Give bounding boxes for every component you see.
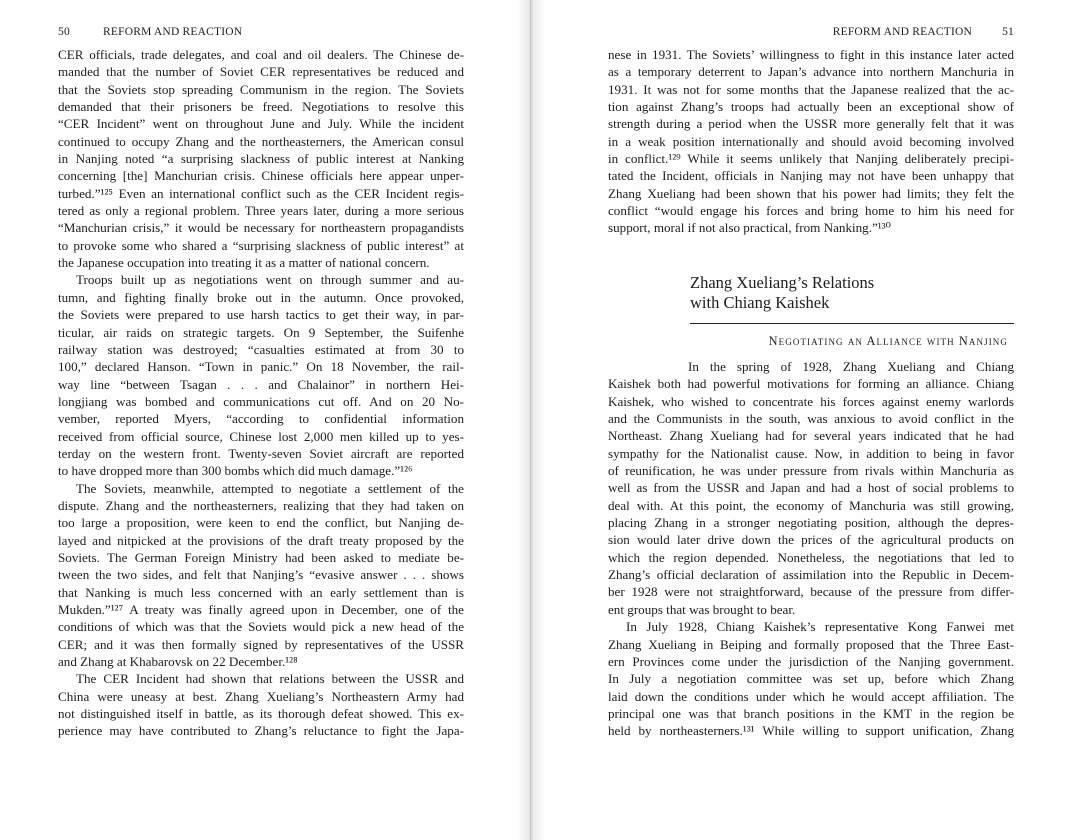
- text-line: Soviets. The German Foreign Ministry had been asked to mediate be-: [58, 549, 464, 565]
- text-line: as a temporary deterrent to Japan’s advance into northern Manchuria in: [608, 64, 1014, 80]
- text-line: which the region depended. Nonetheless, the negotiations that led to: [608, 549, 1014, 565]
- text-line: terday on the western front. Twenty-seven Soviet aircraft are reported: [58, 445, 464, 461]
- text-line: to provoke some who shared a “surprising slackness of public interest” at: [58, 237, 464, 253]
- text-line: continued to occupy Zhang and the northeasterners, the American consul: [58, 133, 464, 149]
- text-line: tumn, and fighting finally broke out in the autumn. Once provoked,: [58, 289, 464, 305]
- text-line: nese in 1931. The Soviets’ willingness to fight in this instance later acted: [608, 47, 1014, 62]
- text-line: In July a negotiation committee was set up, before which Zhang: [608, 671, 1014, 687]
- text-line: tated the Incident, officials in Nanjing may not have been unhappy that: [608, 168, 1014, 184]
- text-line: ent groups that was brought to bear.: [608, 601, 796, 617]
- text-line: turbed.”¹²⁵ Even an international conflict such as the CER Incident regis-: [58, 185, 464, 201]
- text-line: 1931. It was not for some months that the Japanese realized that the ac-: [608, 81, 1014, 97]
- section-heading-line: with Chiang Kaishek: [690, 293, 830, 312]
- text-line: in a weak position internationally and should avoid becoming involved: [608, 133, 1014, 149]
- subsection-heading: Negotiating an Alliance with Nanjing: [768, 334, 1008, 348]
- text-line: CER officials, trade delegates, and coal and oil dealers. The Chinese de-: [58, 47, 464, 62]
- right-body-text-bottom: [608, 358, 1014, 740]
- text-line: China were uneasy at best. Zhang Xueliang’s Northeastern Army had: [58, 688, 464, 704]
- text-line: and Zhang at Khabarovsk on 22 December.¹²⁸: [58, 654, 298, 670]
- text-line: The CER Incident had shown that relations between the USSR and: [76, 671, 464, 687]
- text-line: placing Zhang in a stronger negotiating position, although the depres-: [608, 515, 1014, 531]
- section-heading-line: Zhang Xueliang’s Relations: [690, 273, 875, 292]
- text-line: vember, reported Myers, “according to confidential information: [58, 411, 464, 427]
- page-number: 51: [1002, 26, 1014, 38]
- text-line: Zhang Xueliang had been shown that his power had limits; they felt the: [608, 185, 1014, 201]
- book-gutter: [518, 0, 544, 840]
- text-line: strength during a period when the USSR more generally felt that it was: [608, 116, 1014, 132]
- text-line: layed and nitpicked at the provisions of the draft treaty proposed by the: [58, 532, 464, 548]
- left-running-head: [58, 26, 464, 42]
- text-line: Kaishek, who wished to concentrate his forces against enemy warlords: [608, 393, 1014, 409]
- text-line: railway station was destroyed; “casualties estimated at from 30 to: [58, 341, 464, 357]
- running-head-title: REFORM AND REACTION: [103, 26, 243, 38]
- section-rule: [690, 323, 1014, 324]
- left-page: [58, 0, 464, 840]
- text-line: deal with. At this point, the economy of Manchuria was still growing,: [608, 497, 1014, 513]
- section-heading: [690, 273, 990, 313]
- text-line: way line “between Tsagan . . . and Chalainor” in northern Hei-: [58, 376, 464, 392]
- text-line: Troops built up as negotiations went on through summer and au-: [76, 272, 464, 288]
- text-line: held by northeasterners.¹³¹ While willing to support unification, Zhang: [608, 723, 1014, 739]
- text-line: support, moral if not also practical, from Nanking.”¹³⁰: [608, 220, 891, 236]
- text-line: dispute. Zhang and the northeasterners, realizing that they had taken on: [58, 497, 464, 513]
- text-line: “Manchurian crisis,” it would be necessary for northeastern propagandists: [58, 220, 464, 236]
- text-line: principal one was that branch positions in the KMT in the region be: [608, 705, 1014, 721]
- text-line: and the Communists in the south, was anxious to avoid conflict in the: [608, 411, 1014, 427]
- text-line: sion would later drive down the prices of the agricultural products on: [608, 532, 1014, 548]
- text-line: tion against Zhang’s troops had actually been an exceptional show of: [608, 99, 1014, 115]
- text-line: Zhang Xueliang in Beiping and formally proposed that the Three East-: [608, 636, 1014, 652]
- text-line: laid down the conditions under which he would accept affiliation. The: [608, 688, 1014, 704]
- text-line: the Soviets were prepared to use harsh tactics to get their way, in par-: [58, 307, 464, 323]
- text-line: “CER Incident” went on throughout June and July. While the incident: [58, 116, 464, 132]
- text-line: sympathy for the Nationalist cause. Now, in addition to being in favor: [608, 445, 1014, 461]
- text-line: The Soviets, meanwhile, attempted to negotiate a settlement of the: [76, 480, 464, 496]
- text-line: not distinguished itself in battle, as its thorough defeat showed. This ex-: [58, 706, 464, 722]
- text-line: conflict “would engage his forces and bring home to him his need for: [608, 203, 1014, 219]
- text-line: Kaishek both had powerful motivations for forming an alliance. Chiang: [608, 376, 1014, 392]
- text-line: of reunification, he was under pressure from rivals within Manchuria as: [608, 463, 1014, 479]
- text-line: the Japanese occupation into treating it as a matter of national concern.: [58, 255, 430, 271]
- text-line: CER; and it was then formally signed by representatives of the USSR: [58, 636, 464, 652]
- text-line: conditions of which was that the Soviets would pick a new head of the: [58, 619, 464, 635]
- text-line: to have dropped more than 300 bombs which did much damage.”¹²⁶: [58, 463, 413, 479]
- text-line: 100,” declared Hanson. “Town in panic.” On 18 November, the rail-: [58, 359, 464, 375]
- text-line: Mukden.”¹²⁷ A treaty was finally agreed upon in December, one of the: [58, 602, 464, 617]
- gutter-fold: [530, 0, 531, 840]
- text-line: In the spring of 1928, Zhang Xueliang and Chiang: [688, 359, 1014, 374]
- text-line: perience may have contributed to Zhang’s reluctance to fight the Japa-: [58, 723, 464, 739]
- text-line: Zhang’s official declaration of assimilation into the Republic in Decem-: [608, 567, 1014, 583]
- text-line: manded that the number of Soviet CER representatives be reduced and: [58, 64, 464, 80]
- text-line: that the Soviets stop spreading Communism in the region. The Soviets: [58, 81, 464, 97]
- text-line: In July 1928, Chiang Kaishek’s representative Kong Fanwei met: [626, 619, 1014, 635]
- running-head-title: REFORM AND REACTION: [832, 26, 972, 38]
- text-line: in conflict.¹²⁹ While it seems unlikely that Nanjing deliberately precipi-: [608, 151, 1014, 167]
- text-line: ber 1928 were not straightforward, because of the pressure from differ-: [608, 584, 1014, 600]
- text-line: demanded that their prisoners be freed. Negotiations to resolve this: [58, 99, 464, 115]
- text-line: in Nanjing noted “a surprising slackness of public interest at Nanking: [58, 151, 464, 167]
- right-running-head: [608, 26, 1014, 42]
- page-number: 50: [58, 26, 70, 38]
- text-line: longjiang was bombed and communications cut off. And on 20 No-: [58, 393, 464, 409]
- text-line: too large a proposition, were keen to end the conflict, but Nanjing de-: [58, 515, 464, 531]
- text-line: that Nanking is much less concerned with an early settlement than is: [58, 584, 464, 600]
- text-line: received from official source, Chinese lost 2,000 men killed up to yes-: [58, 428, 464, 444]
- text-line: Northeast. Zhang Xueliang had for several years indicated that he had: [608, 428, 1014, 444]
- left-body-text: [58, 46, 464, 740]
- text-line: ern Provinces come under the jurisdiction of the Nanjing government.: [608, 653, 1014, 669]
- text-line: concerning [the] Manchurian crisis. Chinese officials here appear unper-: [58, 168, 464, 184]
- text-line: tween the two sides, and felt that Nanjing’s “evasive answer . . . shows: [58, 567, 464, 583]
- text-line: tered as only a regional problem. Three years later, during a more serious: [58, 203, 464, 219]
- text-line: ticular, air raids on strategic targets. On 9 September, the Suifenhe: [58, 324, 464, 340]
- text-line: well as from the USSR and Japan and had a host of social problems to: [608, 480, 1014, 496]
- right-body-text-top: [608, 46, 1014, 237]
- right-page: [608, 0, 1014, 840]
